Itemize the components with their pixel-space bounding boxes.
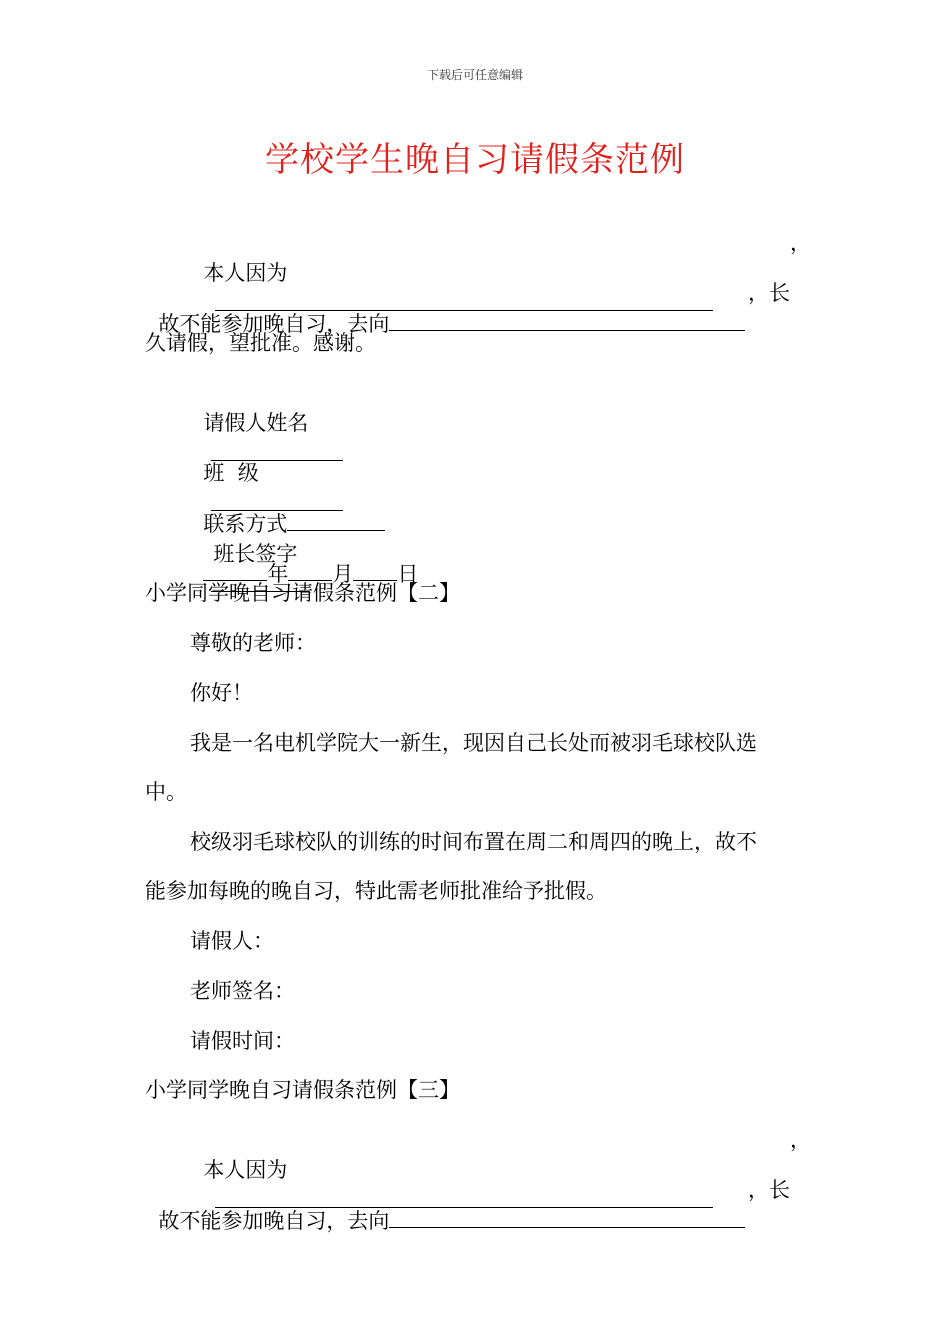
s1-line1-comma: ， [790, 231, 811, 255]
s2-hello: 你好！ [190, 681, 253, 705]
document-title: 学校学生晚自习请假条范例 [265, 140, 685, 180]
s1-contact-label: 联系方式 [203, 512, 288, 536]
s3-line1-comma: ， [790, 1128, 811, 1152]
s1-reason-label: 本人因为 [203, 261, 288, 285]
s1-name-label: 请假人姓名 [203, 411, 309, 435]
s1-monitor-label: 班长签字 [213, 542, 298, 566]
s1-destination-blank[interactable] [389, 308, 745, 331]
s2-heading: 小学同学晚自习请假条范例【二】 [145, 581, 460, 605]
s1-day-label: 日 [397, 562, 419, 586]
s3-destination-label: 故不能参加晚自习，去向 [158, 1209, 390, 1233]
s2-para2-line1: 校级羽毛球校队的训练的时间布置在周二和周四的晚上，故不 [190, 830, 757, 854]
s3-reason-label: 本人因为 [203, 1158, 288, 1182]
s2-para2-line2: 能参加每晚的晚自习，特此需老师批准给予批假。 [145, 879, 607, 903]
s2-para1-line1: 我是一名电机学院大一新生，现因自己长处而被羽毛球校队选 [190, 731, 757, 755]
s2-para1-line2: 中。 [145, 780, 187, 804]
s1-class-label: 班 级 [203, 461, 259, 485]
s2-applicant: 请假人： [190, 929, 274, 953]
s1-year-label: 年 [267, 562, 289, 586]
s1-month-label: 月 [332, 562, 354, 586]
s2-greeting: 尊敬的老师： [190, 631, 316, 655]
s2-leave-time: 请假时间： [190, 1029, 295, 1053]
s3-line2 [145, 1175, 745, 1236]
s1-line3: 久请假，望批准。感谢。 [145, 331, 376, 355]
s1-destination-label: 故不能参加晚自习，去向 [158, 312, 390, 336]
s1-line2-suffix: ，长 [748, 281, 790, 305]
s3-heading: 小学同学晚自习请假条范例【三】 [145, 1078, 460, 1102]
page-header-note: 下载后可任意编辑 [426, 68, 523, 82]
s3-destination-blank[interactable] [389, 1205, 745, 1228]
s2-teacher-sign: 老师签名： [190, 979, 295, 1003]
s3-line2-suffix: ，长 [748, 1178, 790, 1202]
